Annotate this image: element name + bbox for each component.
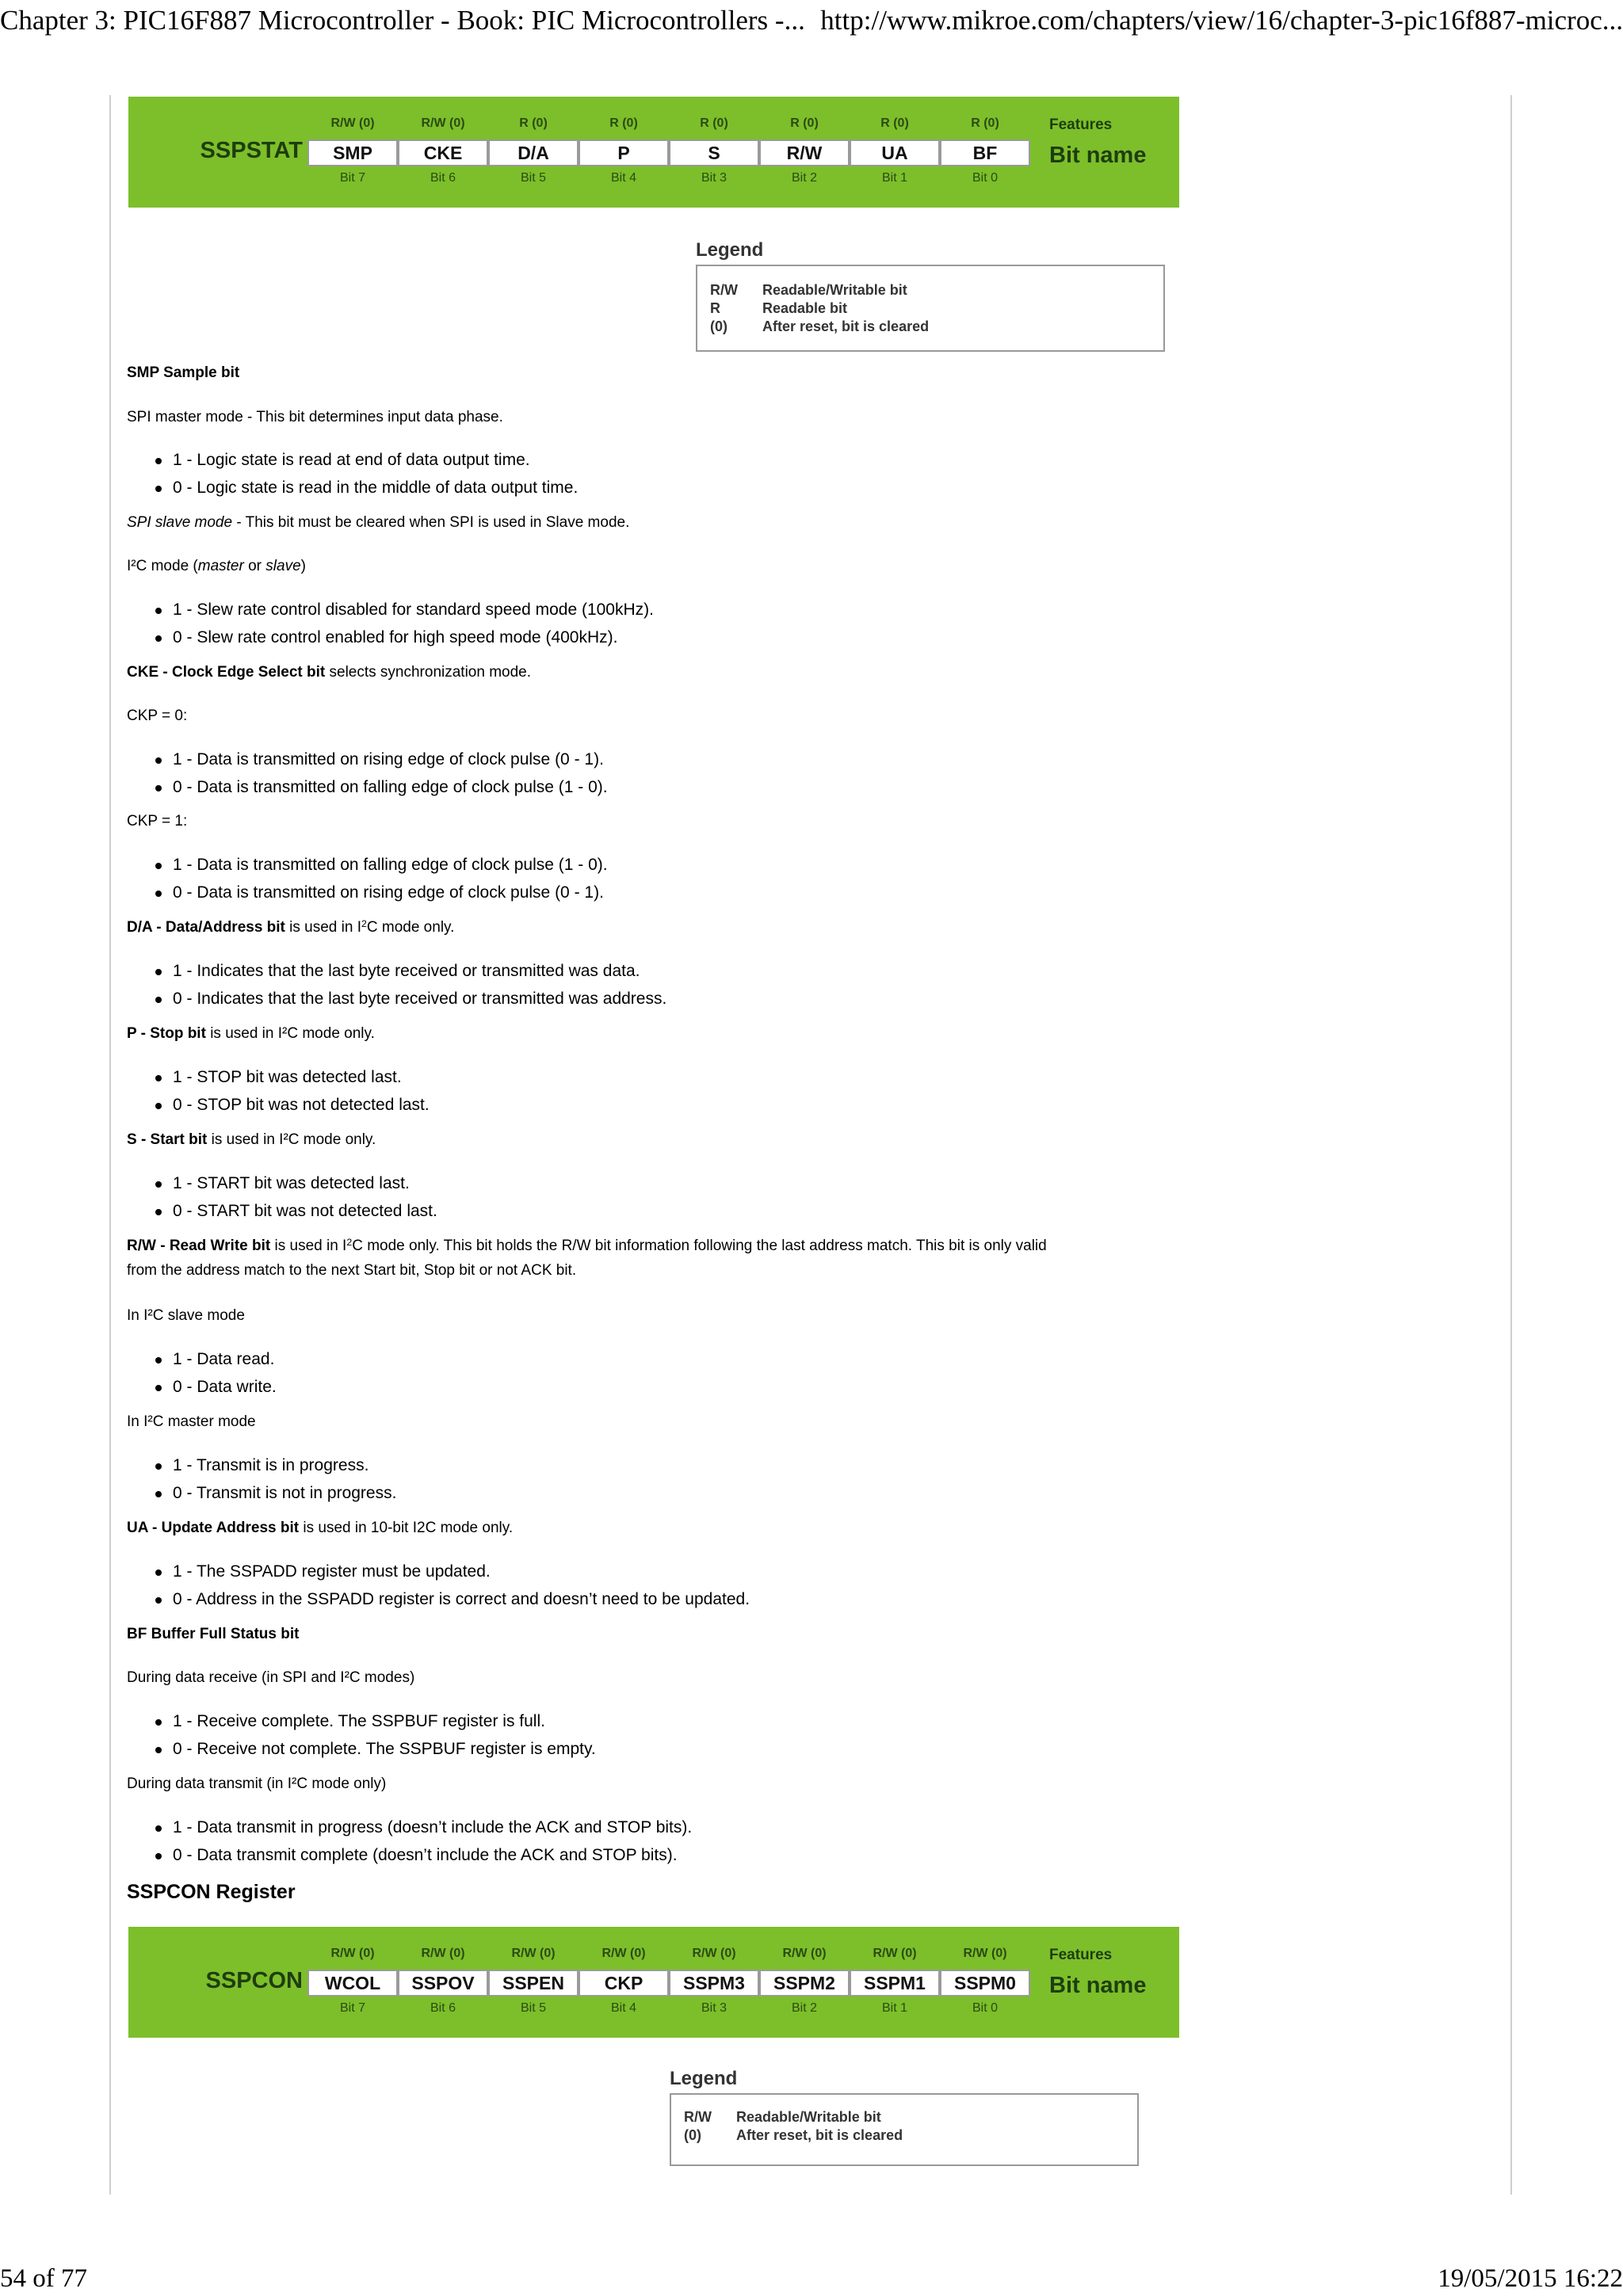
smp-heading: SMP Sample bit [127, 364, 240, 381]
bit-access: R/W (0) [782, 1947, 827, 1960]
features-label: Features [1049, 1947, 1113, 1963]
legend-row [684, 2127, 903, 2144]
bit-number: Bit 3 [701, 2001, 727, 2015]
sspcon-legend [670, 2068, 1139, 2166]
sspstat-register-diagram [128, 97, 1179, 208]
bit-number: Bit 2 [791, 2001, 817, 2015]
register-name: SSPCON [205, 1968, 303, 1993]
list-item: 0 - Address in the SSPADD register is correct and doesn’t need to be updated. [173, 1588, 750, 1611]
bit-access: R/W (0) [963, 1947, 1007, 1960]
legend-row [710, 282, 907, 299]
bit-access: R (0) [700, 116, 728, 130]
bit-number: Bit 0 [972, 171, 998, 185]
list-item: 0 - Transmit is not in progress. [173, 1482, 396, 1505]
cke-heading: CKE - Clock Edge Select bit selects synchronization mode. [127, 664, 532, 681]
legend-row [710, 300, 847, 317]
print-footer [0, 2264, 1623, 2296]
list-item: 0 - Data write. [173, 1375, 277, 1399]
bit-access: R/W (0) [421, 116, 465, 130]
legend-row [684, 2109, 881, 2126]
list-item: 1 - Data is transmitted on rising edge of clock pulse (0 - 1). [173, 748, 604, 772]
legend-box [696, 265, 1165, 352]
bit-access: R (0) [790, 116, 819, 130]
legend-text: After reset, bit is cleared [736, 2127, 903, 2143]
bit-number: Bit 1 [881, 171, 907, 185]
content-left-border [109, 95, 111, 2195]
bit-access: R/W (0) [873, 1947, 917, 1960]
bit-cell-bf: BF [940, 139, 1030, 166]
legend-text: After reset, bit is cleared [762, 318, 930, 334]
bit-number: Bit 4 [610, 171, 636, 185]
list-item: 0 - Data is transmitted on falling edge of clock pulse (1 - 0). [173, 776, 608, 799]
bit-number: Bit 0 [972, 2001, 998, 2015]
bit-number: Bit 6 [430, 2001, 456, 2015]
list-item: 1 - Indicates that the last byte received or transmitted was data. [173, 959, 640, 983]
list-item: 1 - Receive complete. The SSPBUF register is full. [173, 1710, 545, 1733]
list-item: 1 - Data transmit in progress (doesn’t include the ACK and STOP bits). [173, 1816, 692, 1840]
bit-number: Bit 5 [520, 2001, 546, 2015]
bit-number: Bit 7 [339, 2001, 365, 2015]
bit-access: R/W (0) [330, 116, 375, 130]
bit-access: R (0) [519, 116, 548, 130]
legend-key: R [710, 300, 720, 316]
bit-access: R (0) [880, 116, 909, 130]
bf-heading: BF Buffer Full Status bit [127, 1626, 300, 1642]
bit-number: Bit 7 [339, 171, 365, 185]
bit-number: Bit 5 [520, 171, 546, 185]
bit-number: Bit 6 [430, 171, 456, 185]
rw-line2: from the address match to the next Start bit, Stop bit or not ACK bit. [127, 1262, 577, 1279]
list-item: 1 - START bit was detected last. [173, 1172, 410, 1196]
sspcon-register-diagram [128, 1927, 1179, 2038]
legend-key: R/W [710, 282, 738, 298]
bit-cell-cke: CKE [398, 139, 488, 166]
bitname-label: Bit name [1049, 143, 1147, 168]
bf-transmit: During data transmit (in I²C mode only) [127, 1775, 387, 1792]
list-item: 0 - Logic state is read in the middle of data output time. [173, 476, 578, 500]
sspstat-legend [696, 239, 1165, 352]
list-item: 0 - Receive not complete. The SSPBUF register is empty. [173, 1737, 596, 1761]
bit-cell-sspm1: SSPM1 [850, 1970, 940, 1997]
bit-number: Bit 1 [881, 2001, 907, 2015]
register-name: SSPSTAT [200, 138, 303, 163]
bit-number: Bit 4 [610, 2001, 636, 2015]
rw-heading: R/W - Read Write bit is used in $I^2C$ mode only. This bit holds the R/W bit information following the last address match. This bit is only valid [127, 1237, 1047, 1254]
smp-i2c-mode: I²C mode (master or slave) [127, 558, 306, 574]
bit-number: Bit 3 [701, 171, 727, 185]
content-right-border [1510, 95, 1512, 2195]
list-item: 0 - START bit was not detected last. [173, 1199, 437, 1223]
bit-cell-sspen: SSPEN [488, 1970, 579, 1997]
list-item: 0 - Data is transmitted on rising edge of clock pulse (0 - 1). [173, 881, 604, 905]
bit-access: R/W (0) [601, 1947, 646, 1960]
legend-text: Readable/Writable bit [736, 2109, 881, 2125]
list-item: 0 - Slew rate control enabled for high speed mode (400kHz). [173, 626, 617, 650]
bit-access: R/W (0) [421, 1947, 465, 1960]
legend-title: Legend [696, 239, 764, 261]
bit-cell-ckp: CKP [579, 1970, 669, 1997]
bit-cell-ua: UA [850, 139, 940, 166]
bit-access: R (0) [609, 116, 638, 130]
list-item: 1 - Logic state is read at end of data output time. [173, 448, 530, 472]
print-datetime: 19/05/2015 16:22 [1438, 2264, 1623, 2293]
s-heading: S - Start bit is used in I²C mode only. [127, 1131, 376, 1148]
p-heading: P - Stop bit is used in I²C mode only. [127, 1025, 375, 1042]
ckp0-label: CKP = 0: [127, 707, 188, 724]
legend-key: (0) [710, 318, 727, 334]
bit-cell-s: S [669, 139, 759, 166]
legend-key: R/W [684, 2109, 712, 2125]
ckp1-label: CKP = 1: [127, 813, 188, 830]
legend-row [710, 318, 929, 335]
bit-cell-sspov: SSPOV [398, 1970, 488, 1997]
ua-heading: UA - Update Address bit is used in 10-bit I2C mode only. [127, 1520, 514, 1536]
bit-cell-sspm3: SSPM3 [669, 1970, 759, 1997]
bit-access: R/W (0) [511, 1947, 556, 1960]
list-item: 0 - STOP bit was not detected last. [173, 1093, 430, 1117]
smp-spi-slave: SPI slave mode - This bit must be cleared when SPI is used in Slave mode. [127, 514, 630, 531]
smp-spi-master: SPI master mode - This bit determines input data phase. [127, 409, 503, 425]
rw-master-mode: In I²C master mode [127, 1413, 256, 1430]
bit-cell-smp: SMP [307, 139, 398, 166]
bit-cell-wcol: WCOL [307, 1970, 398, 1997]
bit-number: Bit 2 [791, 171, 817, 185]
bit-cell-da: D/A [488, 139, 579, 166]
features-label: Features [1049, 116, 1113, 133]
print-url[interactable]: http://www.mikroe.com/chapters/view/16/chapter-3-pic16f887-microc... [820, 5, 1623, 36]
da-heading: D/A - Data/Address bit is used in $I^2C$ mode only. [127, 918, 455, 936]
bf-receive: During data receive (in SPI and I²C modes) [127, 1669, 415, 1686]
bit-access: R/W (0) [330, 1947, 375, 1960]
list-item: 1 - Transmit is in progress. [173, 1454, 369, 1478]
print-header [0, 5, 1623, 36]
bit-access: R/W (0) [692, 1947, 736, 1960]
bit-cell-p: P [579, 139, 669, 166]
sspcon-heading: SSPCON Register [127, 1881, 296, 1903]
legend-box [670, 2093, 1139, 2166]
list-item: 1 - The SSPADD register must be updated. [173, 1560, 491, 1584]
legend-text: Readable bit [762, 300, 848, 316]
bit-cell-sspm2: SSPM2 [759, 1970, 850, 1997]
legend-text: Readable/Writable bit [762, 282, 907, 298]
legend-title: Legend [670, 2068, 738, 2089]
rw-slave-mode: In I²C slave mode [127, 1307, 245, 1324]
page-counter: 54 of 77 [0, 2264, 87, 2293]
list-item: 0 - Indicates that the last byte received or transmitted was address. [173, 987, 666, 1011]
bit-cell-sspm0: SSPM0 [940, 1970, 1030, 1997]
list-item: 1 - STOP bit was detected last. [173, 1066, 402, 1089]
list-item: 1 - Data is transmitted on falling edge of clock pulse (1 - 0). [173, 853, 608, 877]
bitname-label: Bit name [1049, 1973, 1147, 1998]
print-page-title: Chapter 3: PIC16F887 Microcontroller - Book: PIC Microcontrollers -... [0, 5, 805, 36]
list-item: 1 - Data read. [173, 1348, 274, 1371]
bit-access: R (0) [971, 116, 999, 130]
legend-key: (0) [684, 2127, 701, 2143]
bit-cell-rw: R/W [759, 139, 850, 166]
list-item: 0 - Data transmit complete (doesn’t include the ACK and STOP bits). [173, 1844, 678, 1867]
list-item: 1 - Slew rate control disabled for standard speed mode (100kHz). [173, 598, 654, 622]
